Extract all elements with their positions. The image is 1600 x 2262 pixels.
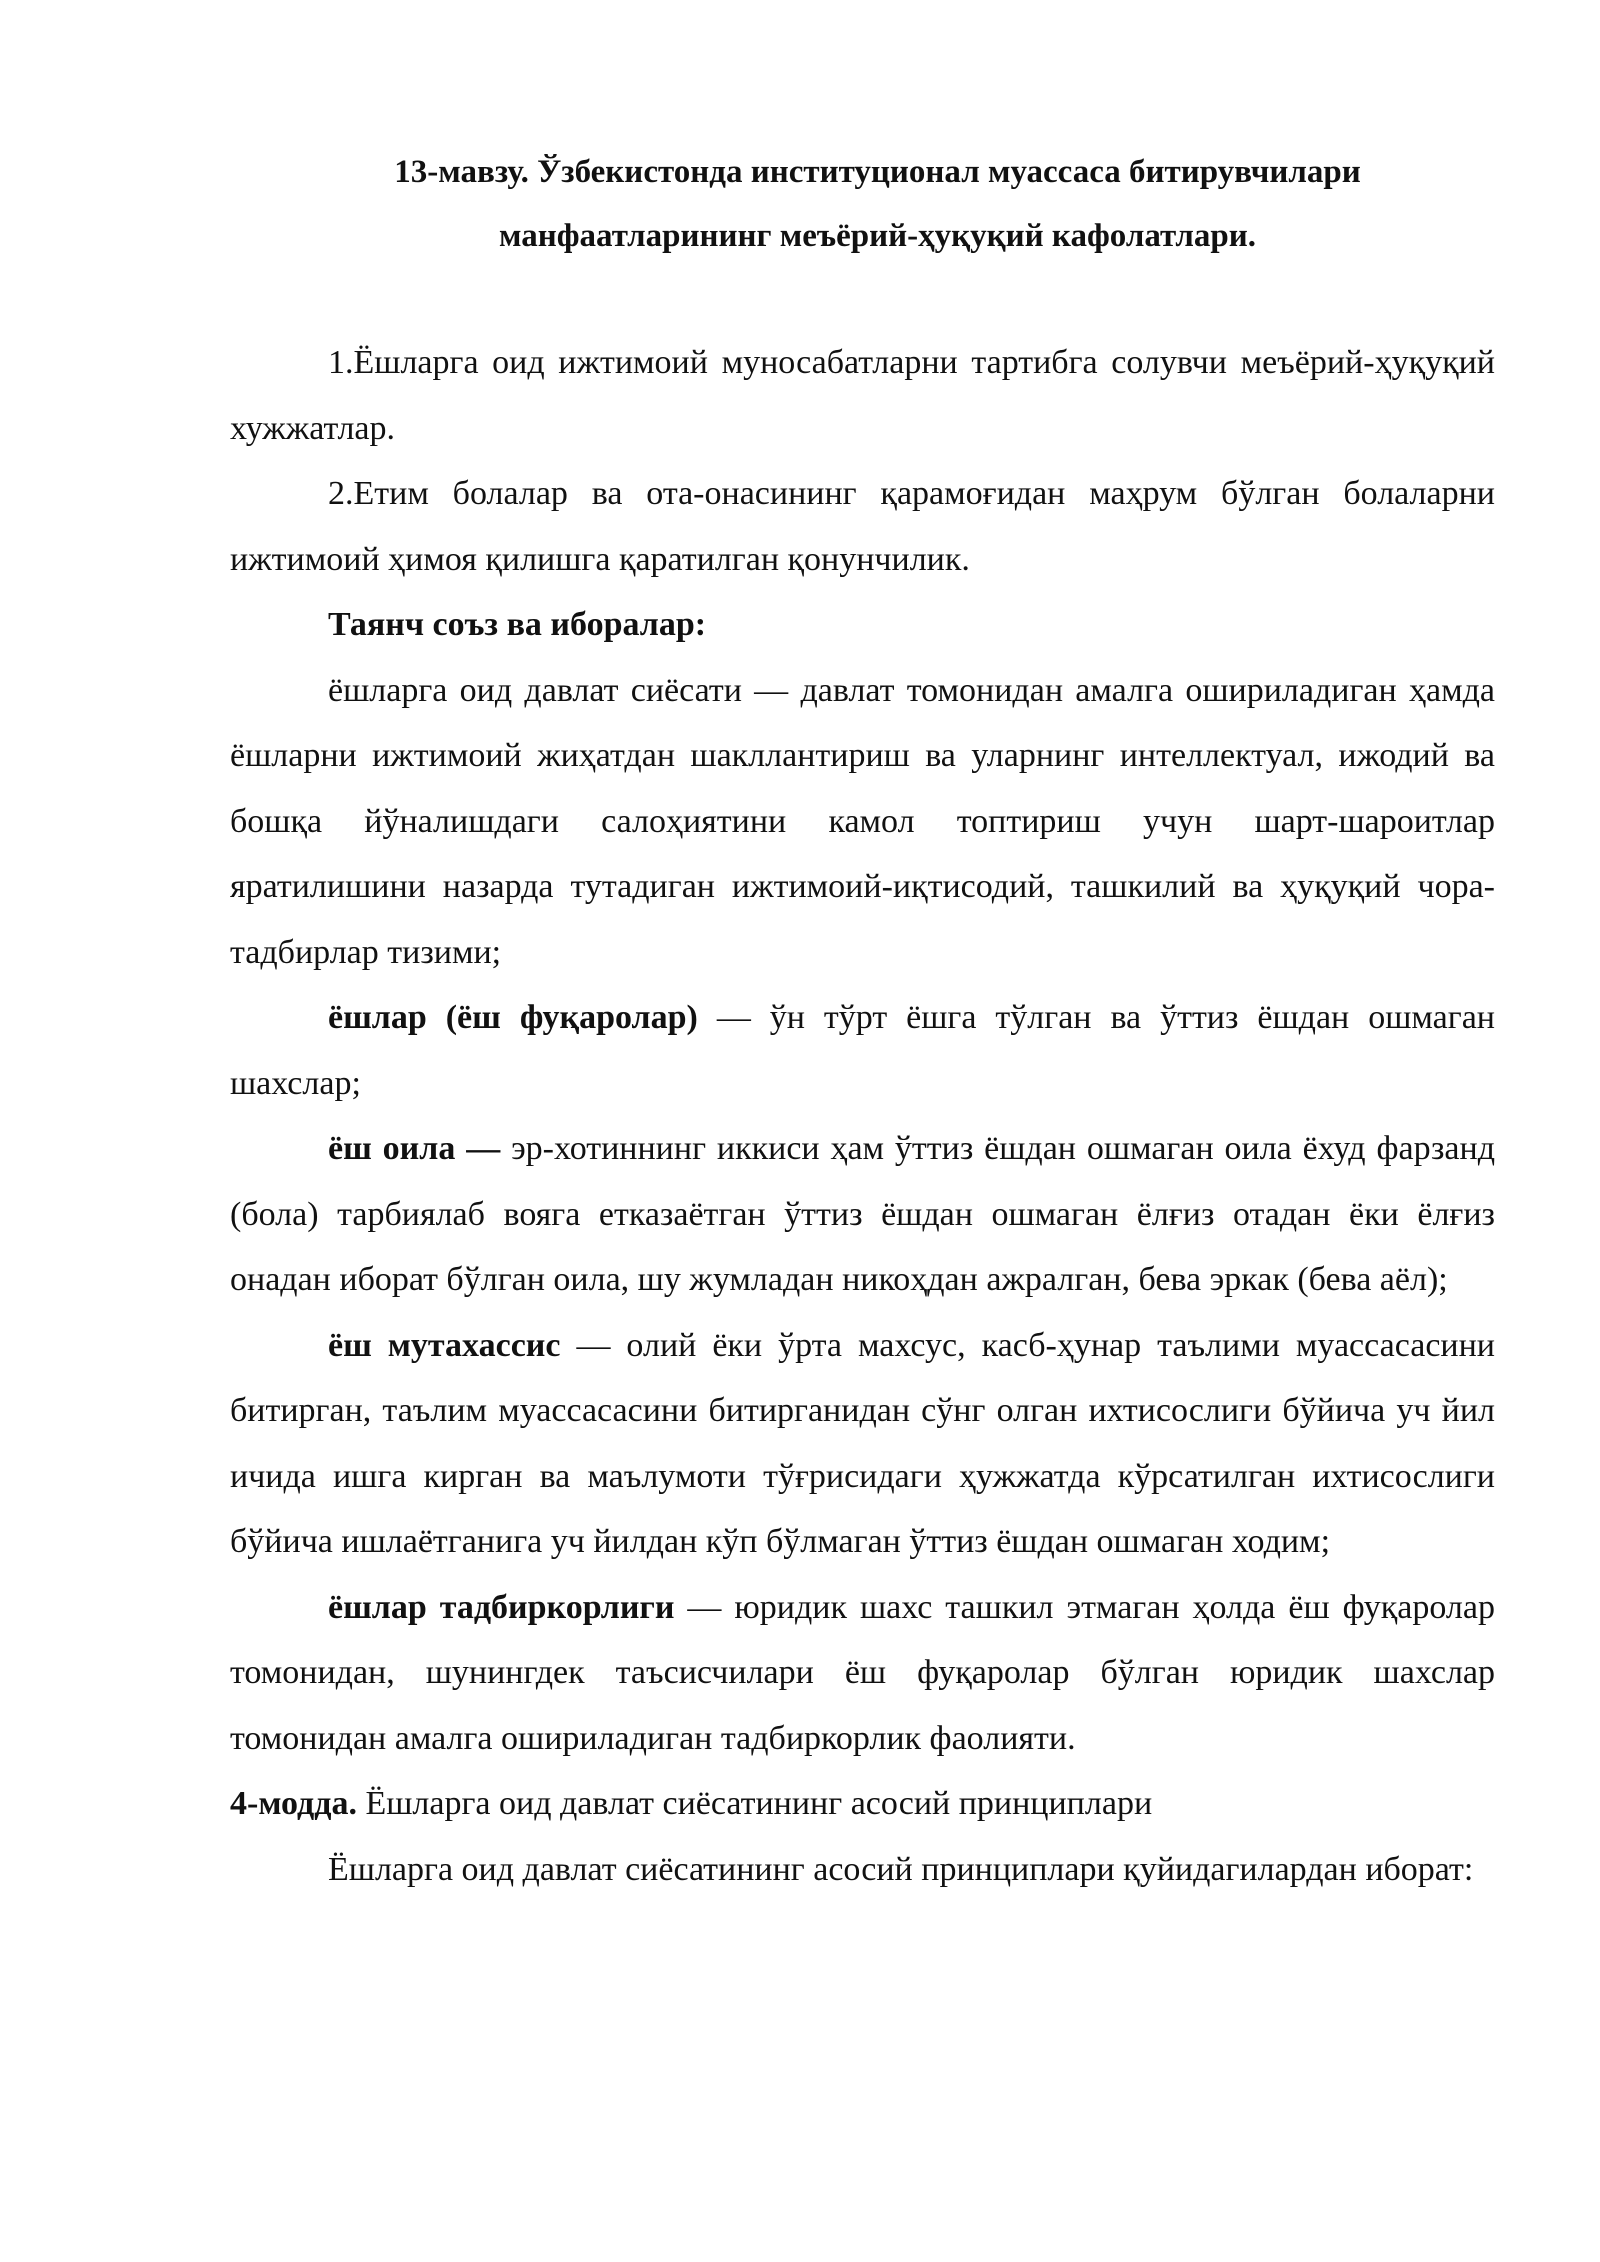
definition-young-specialist: [230, 1313, 1495, 1575]
definition-term: ёшлар тадбиркорлиги: [328, 1588, 675, 1626]
title-line-1: 13-мавзу. Ўзбекистонда институционал муассаса битирувчилари: [394, 154, 1361, 190]
article-intro: Ёшларга оид давлат сиёсатининг асосий принциплари қуйидагилардан иборат:: [328, 1850, 1474, 1888]
definition-term: ёшлар (ёш фуқаролар): [328, 999, 698, 1036]
definition-term: ёш мутахассис: [328, 1326, 561, 1364]
plan-item-1: 1.Ёшларга оид ижтимоий муносабатларни тартибга солувчи меъёрий-ҳуқуқий хужжатлар.: [230, 344, 1495, 447]
article-heading: [230, 1771, 1495, 1837]
document-title: [230, 140, 1495, 268]
article-title: Ёшларга оид давлат сиёсатининг асосий принциплари: [356, 1785, 1153, 1822]
definition-youth-entrepreneurship: [230, 1575, 1495, 1772]
definition-text: — олий ёки ўрта махсус, касб-ҳунар таълими муассасасини битирган, таълим муассасасини битирганидан сўнг олган ихтисослиги бўйича уч йил ичида ишга кирган ва маълумоти тўғрисидаги ҳужжатда кўрсатилган ихтисослиги бўйича ишлаётганига уч йилдан кўп бўлмаган ўттиз ёшдан ошмаган ходим;: [230, 1326, 1496, 1560]
definition-text: — юридик шахс ташкил этмаган ҳолда ёш фуқаролар томонидан, шунингдек таъсисчилари ёш фуқаролар бўлган юридик шахслар томонидан амалга ошириладиган тадбиркорлик фаолияти.: [230, 1588, 1495, 1757]
definition-state-youth-policy: ёшларга оид давлат сиёсати — давлат томонидан амалга ошириладиган ҳамда ёшларни ижтимоий жиҳатдан шакллантириш ва уларнинг интеллектуал, ижодий ва бошқа йўналишдаги салоҳиятини камол топтириш учун шарт-шароитлар яратилишини назарда тутадиган ижтимоий-иқтисодий, ташкилий ва ҳуқуқий чора-тадбирлар тизими;: [230, 671, 1495, 971]
definition-text: эр-хотиннинг иккиси ҳам ўттиз ёшдан ошмаган оила ёхуд фарзанд (бола) тарбиялаб вояга етказаётган ўттиз ёшдан ошмаган ёлғиз отадан ёки ёлғиз онадан иборат бўлган оила, шу жумладан никоҳдан ажралган, бева эркак (бева аёл);: [230, 1130, 1496, 1298]
article-label: 4-модда.: [230, 1785, 357, 1822]
definition-term: ёш оила —: [328, 1130, 501, 1167]
keywords-heading: Таянч соъз ва иборалар:: [328, 606, 707, 643]
definition-youth: [230, 985, 1495, 1116]
definition-text: — ўн тўрт ёшга тўлган ва ўттиз ёшдан ошмаган шахслар;: [230, 999, 1495, 1102]
spacer: [230, 268, 1495, 330]
definition-young-family: [230, 1116, 1495, 1313]
plan-item-2: 2.Етим болалар ва ота-онасининг қарамоғидан маҳрум бўлган болаларни ижтимоий ҳимоя қилишга қаратилган қонунчилик.: [230, 475, 1495, 578]
document-page: [230, 140, 1495, 1902]
title-line-2: манфаатларининг меъёрий-ҳуқуқий кафолатлари.: [498, 218, 1257, 254]
